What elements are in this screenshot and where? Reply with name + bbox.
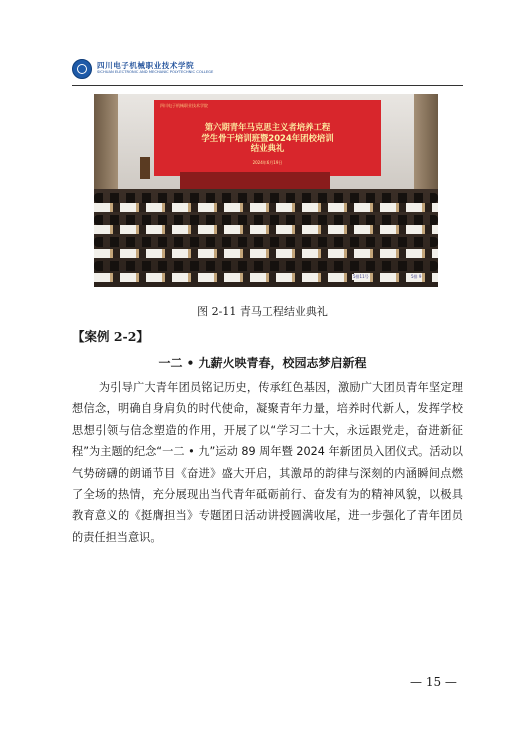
seat-tag: 5排 9 [411,274,422,279]
stage-banner [154,100,381,176]
seat-row [94,273,438,282]
school-logo-icon [72,59,92,79]
ceremony-photo [94,94,438,287]
page-header [72,58,464,84]
curtain-left [94,94,118,204]
podium [140,157,150,179]
banner-title-line-3: 结业典礼 [250,143,285,153]
figure-caption: 图 2-11 青马工程结业典礼 [197,305,328,318]
school-name-en: SICHUAN ELECTRONIC AND MECHANIC POLYTECHNIC COLLEGE [97,70,214,74]
seat-row [94,203,438,212]
banner-title-line-1: 第六期青年马克思主义者培养工程 [204,122,331,132]
banner-date: 2024年6月19日 [252,160,283,165]
audience-heads-row [94,193,438,203]
case-label: 【案例 2-2】 [72,329,149,344]
case-title: 一二 • 九薪火映青春，校园志梦启新程 [158,356,367,370]
header-divider [72,85,463,86]
curtain-right [414,94,438,204]
stage-table [180,172,330,190]
banner-title [154,122,381,154]
banner-title-line-2: 学生骨干培训班暨2024年团校培训 [201,132,334,143]
audience-heads-row [94,215,438,225]
page-number: — 15 — [410,675,457,689]
case-body-paragraph: 为引导广大青年团员铭记历史，传承红色基因，激励广大团员青年坚定理想信念，明确自身肩负的时代使命，凝聚青年力量，培养时代新人，发挥学校思想引领与信念塑造的作用，开展了以“学习二十大，永远跟党走，奋进新征程”为主题的纪念“一二 • 九”运动 89 周年暨 2024 年新团员入团仪式。活动以气势磅礴的朗诵节目《奋进》盛大开启，其激昂的韵律与深刻的内涵瞬间点燃了全场的热情，充分展现出当代青年砥砺前行、奋发有为的精神风貌，以极具教育意义的《挺膺担当》专题团日活动讲授圆满收尾，进一步强化了青年团员的责任担当意识。 [72,381,463,544]
seat-row [94,249,438,258]
school-name-cn: 四川电子机械职业技术学院 [97,61,195,70]
audience-heads-row [94,261,438,271]
banner-school-name: 四川电子机械职业技术学院 [160,103,208,108]
seat-row [94,225,438,234]
audience-heads-row [94,237,438,247]
audience-area [94,189,438,287]
seat-tag: 5排11号 [353,274,369,279]
